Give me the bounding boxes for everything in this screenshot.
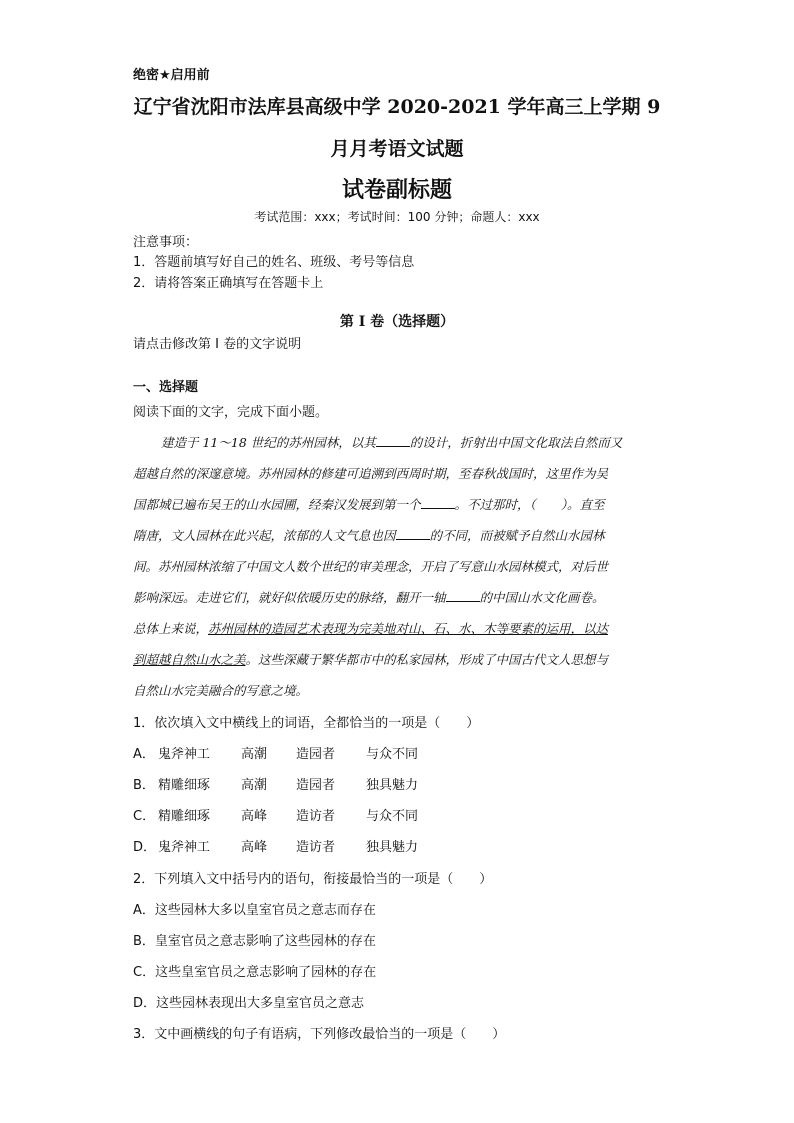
- passage-line: 影响深远。走进它们，就好似依暖历史的脉络，翻开一轴 的中国山水文化画卷。: [133, 590, 605, 605]
- section-intro: 阅读下面的文字，完成下面小题。: [133, 405, 329, 420]
- option-row: A． 鬼斧神工 高潮 造园者 与众不同: [133, 747, 419, 762]
- exam-title-line1: 辽宁省沈阳市法库县高级中学 2020-2021 学年高三上学期 9: [133, 96, 661, 118]
- answer-blank: [396, 527, 430, 540]
- option-row: D． 鬼斧神工 高峰 造访者 独具魅力: [133, 840, 419, 855]
- question-stem: 1．依次填入文中横线上的词语，全都恰当的一项是（ ）: [133, 716, 480, 731]
- answer-blank: [446, 589, 480, 602]
- passage-line: 自然山水完美融合的写意之境。: [133, 683, 309, 698]
- passage-line: 到超越自然山水之美。这些深藏于繁华都市中的私家园林，形成了中国古代文人思想与: [133, 652, 609, 667]
- passage-line: 间。苏州园林浓缩了中国文人数个世纪的审美理念，开启了写意山水园林模式，对后世: [133, 559, 609, 574]
- exam-subtitle: 试卷副标题: [341, 177, 452, 203]
- volume-heading: 第 I 卷（选择题）: [339, 314, 455, 330]
- answer-blank: [376, 434, 410, 447]
- question-stem: 3．文中画横线的句子有语病，下列修改最恰当的一项是（ ）: [133, 1027, 506, 1042]
- volume-instruction: 请点击修改第 I 卷的文字说明: [133, 337, 302, 352]
- option-row: A．这些园林大多以皇室官员之意志而存在: [133, 903, 376, 918]
- note-item: 1．答题前填写好自己的姓名、班级、考号等信息: [133, 255, 415, 270]
- passage-line: 隋唐，文人园林在此兴起，浓郁的人文气息也因 的不同，而被赋予自然山水园林: [133, 528, 605, 543]
- exam-info: 考试范围：xxx；考试时间：100 分钟；命题人：xxx: [254, 210, 540, 224]
- option-row: C．这些皇室官员之意志影响了园林的存在: [133, 965, 377, 980]
- exam-title-line2: 月月考语文试题: [330, 138, 464, 160]
- notes-heading: 注意事项：: [133, 235, 199, 250]
- underlined-sentence: 到超越自然山水之美: [133, 652, 246, 667]
- option-row: B．皇室官员之意志影响了这些园林的存在: [133, 934, 376, 949]
- passage-line: 总体上来说，苏州园林的造园艺术表现为完美地对山、石、水、木等要素的运用，以达: [133, 621, 609, 636]
- secret-mark: 绝密★启用前: [133, 68, 210, 83]
- option-row: B． 精雕细琢 高潮 造园者 独具魅力: [133, 778, 419, 793]
- passage-line: 超越自然的深邃意境。苏州园林的修建可追溯到西周时期，至春秋战国时，这里作为吴: [133, 466, 609, 481]
- answer-blank: [421, 496, 455, 509]
- option-row: D．这些园林表现出大多皇室官员之意志: [133, 996, 365, 1011]
- section-heading: 一、选择题: [133, 380, 199, 395]
- question-stem: 2．下列填入文中括号内的语句，衔接最恰当的一项是（ ）: [133, 872, 493, 887]
- option-row: C． 精雕细琢 高峰 造访者 与众不同: [133, 809, 419, 824]
- passage-line: 国都城已遍布吴王的山水园圃，经秦汉发展到第一个 。不过那时，（ ）。直至: [133, 497, 605, 512]
- underlined-sentence: 苏州园林的造园艺术表现为完美地对山、石、水、木等要素的运用，以达: [208, 621, 609, 636]
- note-item: 2．请将答案正确填写在答题卡上: [133, 276, 324, 291]
- passage-line: 建造于 11～18 世纪的苏州园林，以其 的设计，折射出中国文化取法自然而又: [161, 435, 623, 450]
